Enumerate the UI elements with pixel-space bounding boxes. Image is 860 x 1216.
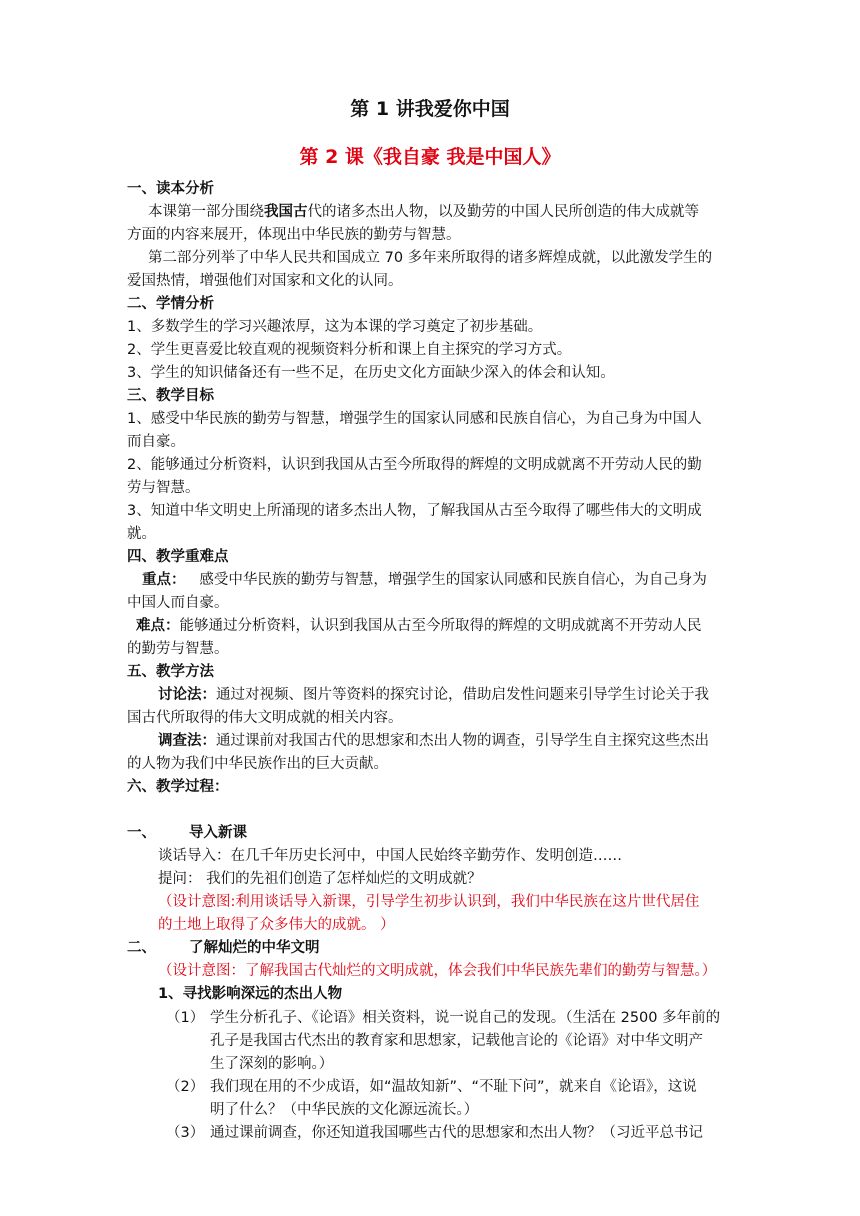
bold-span: 我国古 <box>264 204 308 220</box>
section-heading-goals: 三、教学目标 <box>127 388 214 404</box>
design-intent-line: （设计意图：了解我国古代灿烂的文明成就，体会我们中华民族先辈们的勤劳与智慧。） <box>158 963 717 979</box>
section-heading-key-points: 四、教学重难点 <box>127 549 229 565</box>
difficulty-line <box>136 615 702 637</box>
design-intent-line: 的土地上取得了众多伟大的成就。 ） <box>158 917 395 933</box>
paragraph-line: 中国人而自豪。 <box>127 595 229 611</box>
paragraph-line: 的勤劳与智慧。 <box>127 641 229 657</box>
question-line: 我们现在用的不少成语，如“温故知新”、“不耻下问”，就来自《论语》，这说 <box>210 1079 697 1095</box>
question-number: （1） <box>166 1010 205 1026</box>
key-point-line <box>142 569 707 591</box>
part-number: 一、 <box>127 825 156 841</box>
paragraph-line: 提问： 我们的先祖们创造了怎样灿烂的文明成就？ <box>158 871 482 887</box>
list-item: 2、能够通过分析资料，认识到我国从古至今所取得的辉煌的文明成就离不开劳动人民的勤 <box>127 457 702 473</box>
question-line: 孔子是我国古代杰出的教育家和思想家，记载他言论的《论语》对中华文明产 <box>210 1033 703 1049</box>
design-intent-line: （设计意图:利用谈话导入新课，引导学生初步认识到，我们中华民族在这片世代居住 <box>158 894 700 910</box>
paragraph-line: 国古代所取得的伟大文明成就的相关内容。 <box>127 710 403 726</box>
text-span: 通过课前对我国古代的思想家和杰出人物的调查，引导学生自主探究这些杰出 <box>216 733 709 749</box>
text-span: 本课第一部分围绕 <box>148 204 264 220</box>
method-line <box>158 730 709 752</box>
method-label: 调查法： <box>158 733 216 749</box>
section-heading-reading: 一、读本分析 <box>127 181 214 197</box>
paragraph-line: 方面的内容来展开，体现出中华民族的勤劳与智慧。 <box>127 227 461 243</box>
list-item: 3、知道中华文明史上所涌现的诸多杰出人物，了解我国从古至今取得了哪些伟大的文明成 <box>127 503 702 519</box>
paragraph-line <box>148 201 699 223</box>
question-line: 学生分析孔子、《论语》相关资料，说一说自己的发现。（生活在 2500 多年前的 <box>210 1010 721 1026</box>
question-number: （2） <box>166 1079 205 1095</box>
subsection-title: 1、寻找影响深远的杰出人物 <box>158 986 343 1002</box>
text-span: 感受中华民族的勤劳与智慧，增强学生的国家认同感和民族自信心，为自己身为 <box>199 572 707 588</box>
section-heading-methods: 五、教学方法 <box>127 664 214 680</box>
list-item: 2、学生更喜爱比较直观的视频资料分析和课上自主探究的学习方式。 <box>127 342 572 358</box>
text-span: 代的诸多杰出人物，以及勤劳的中国人民所创造的伟大成就等 <box>307 204 699 220</box>
list-item: 3、学生的知识储备还有一些不足，在历史文化方面缺少深入的体会和认知。 <box>127 365 615 381</box>
paragraph-line: 谈话导入：在几千年历史长河中，中国人民始终辛勤劳作、发明创造…… <box>158 848 622 864</box>
question-line: 通过课前调查，你还知道我国哪些古代的思想家和杰出人物？（习近平总书记 <box>210 1125 703 1141</box>
section-heading-students: 二、学情分析 <box>127 296 214 312</box>
list-item: 1、感受中华民族的勤劳与智慧，增强学生的国家认同感和民族自信心，为自己身为中国人 <box>127 411 702 427</box>
question-number: （3） <box>166 1125 205 1141</box>
paragraph-line: 爱国热情，增强他们对国家和文化的认同。 <box>127 273 403 289</box>
document-title: 第 1 讲我爱你中国 <box>350 98 510 120</box>
paragraph-line: 第二部分列举了中华人民共和国成立 70 多年来所取得的诸多辉煌成就，以此激发学生的 <box>148 250 713 266</box>
lesson-subtitle: 第 2 课《我自豪 我是中国人》 <box>299 146 561 168</box>
question-line: 明了什么？（中华民族的文化源远流长。） <box>210 1102 479 1118</box>
paragraph-line: 的人物为我们中华民族作出的巨大贡献。 <box>127 756 388 772</box>
question-line: 生了深刻的影响。） <box>210 1056 334 1072</box>
section-heading-process: 六、教学过程： <box>127 779 229 795</box>
text-span: 能够通过分析资料，认识到我国从古至今所取得的辉煌的文明成就离不开劳动人民 <box>179 618 702 634</box>
difficulty-label: 难点： <box>136 618 180 634</box>
list-item: 1、多数学生的学习兴趣浓厚，这为本课的学习奠定了初步基础。 <box>127 319 543 335</box>
list-item-cont: 劳与智慧。 <box>127 480 200 496</box>
part-number: 二、 <box>127 940 156 956</box>
text-span: 通过对视频、图片等资料的探究讨论，借助启发性问题来引导学生讨论关于我 <box>216 687 709 703</box>
list-item-cont: 而自豪。 <box>127 434 185 450</box>
list-item-cont: 就。 <box>127 526 156 542</box>
part-title: 了解灿烂的中华文明 <box>189 940 320 956</box>
method-line <box>158 684 709 706</box>
key-label: 重点： <box>142 572 186 588</box>
part-title: 导入新课 <box>189 825 247 841</box>
method-label: 讨论法： <box>158 687 216 703</box>
